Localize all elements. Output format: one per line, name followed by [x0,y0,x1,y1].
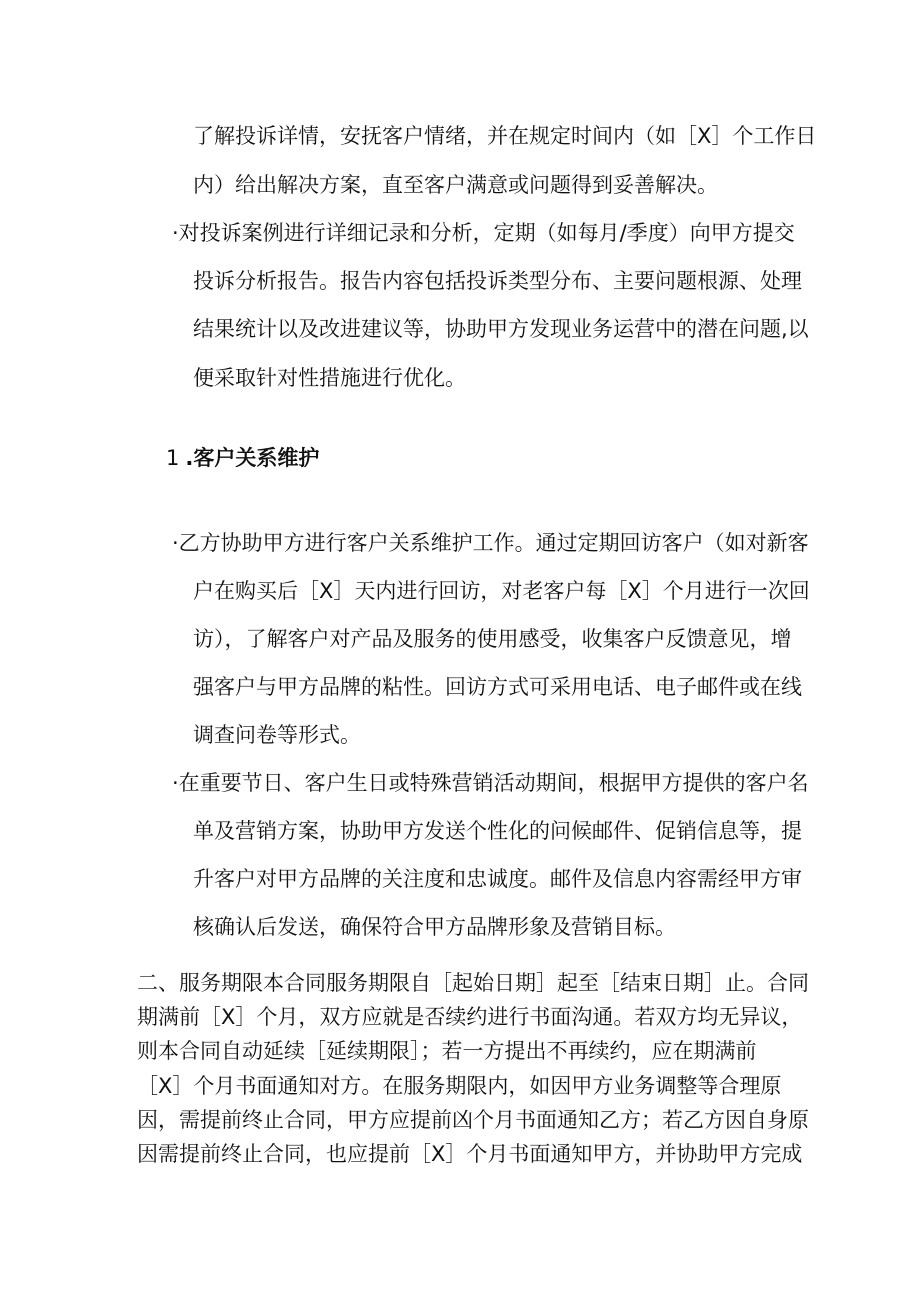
section-heading [166,444,319,472]
paragraph-5-line-2: 期满前［X］个月，双方应就是否续约进行书面沟通。若双方均无异议， [137,1005,803,1029]
paragraph-3-line-4: 强客户与甲方品牌的粘性。回访方式可采用电话、电子邮件或在线 [193,675,802,699]
paragraph-4-line-1: ·在重要节日、客户生日或特殊营销活动期间，根据甲方提供的客户名 [172,771,809,795]
paragraph-5-line-3: 则本合同自动延续［延续期限］；若一方提出不再续约，应在期满前 [137,1039,757,1063]
paragraph-2-line-2: 投诉分析报告。报告内容包括投诉类型分布、主要问题根源、处理 [193,269,802,293]
paragraph-2-line-3: 结果统计以及改进建议等，协助甲方发现业务运营中的潜在问题,以 [193,317,809,341]
paragraph-2-line-1: ·对投诉案例进行详细记录和分析，定期（如每月/季度）向甲方提交 [172,221,795,245]
paragraph-5-line-1: 二、服务期限本合同服务期限自［起始日期］起至［结束日期］止。合同 [137,971,809,995]
paragraph-1-line-2: 内）给出解决方案，直至客户满意或问题得到妥善解决。 [193,173,718,197]
paragraph-2-line-4: 便采取针对性措施进行优化。 [193,366,466,390]
paragraph-5-line-5: 因，需提前终止合同，甲方应提前凶个月书面通知乙方；若乙方因自身原 [137,1108,809,1132]
paragraph-3-line-5: 调查问卷等形式。 [193,723,361,747]
paragraph-4-line-2: 单及营销方案，协助甲方发送个性化的问候邮件、促销信息等，提 [193,819,802,843]
section-heading-title: .客户关系维护 [185,446,320,470]
paragraph-5-line-6: 因需提前终止合同，也应提前［X］个月书面通知甲方，并协助甲方完成 [137,1142,803,1166]
paragraph-1-line-1: 了解投诉详情，安抚客户情绪，并在规定时间内（如［X］个工作日 [193,124,817,148]
paragraph-4-line-3: 升客户对甲方品牌的关注度和忠诚度。邮件及信息内容需经甲方审 [193,867,802,891]
paragraph-4-line-4: 核确认后发送，确保符合甲方品牌形象及营销目标。 [193,915,676,939]
paragraph-3-line-1: ·乙方协助甲方进行客户关系维护工作。通过定期回访客户（如对新客 [172,531,809,555]
paragraph-3-line-2: 户在购买后［X］天内进行回访，对老客户每［X］个月进行一次回 [193,579,810,603]
paragraph-5-line-4: ［X］个月书面通知对方。在服务期限内，如因甲方业务调整等合理原 [137,1074,782,1098]
paragraph-3-line-3: 访），了解客户对产品及服务的使用感受，收集客户反馈意见，增 [193,627,792,651]
section-heading-number: 1 [166,446,180,470]
